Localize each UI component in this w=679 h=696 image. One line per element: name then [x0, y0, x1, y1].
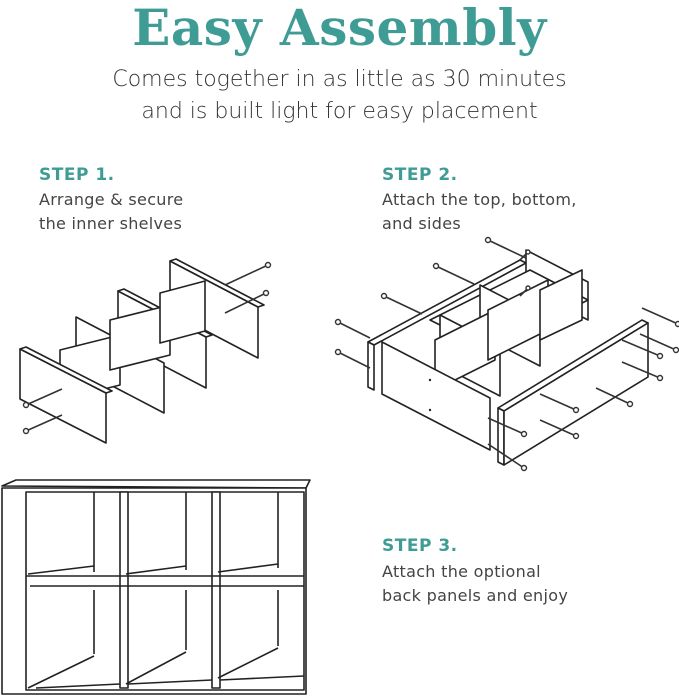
step-3-finished-cabinet-illustration — [0, 478, 312, 696]
step-3-description — [382, 560, 568, 608]
subtitle-line-1: Comes together in as little as 30 minutes — [112, 67, 567, 92]
step-1-heading: STEP 1. — [39, 165, 115, 185]
step-1-inner-shelves-illustration — [0, 255, 300, 445]
step-2-desc-line-1: Attach the top, bottom, — [382, 190, 577, 209]
step-3-desc-line-1: Attach the optional — [382, 562, 541, 581]
step-2-heading: STEP 2. — [382, 165, 458, 185]
step-2-description — [382, 188, 577, 236]
step-1-description — [39, 188, 183, 236]
step-1-desc-line-2: the inner shelves — [39, 214, 183, 233]
subtitle-line-2: and is built light for easy placement — [141, 99, 538, 124]
step-2-desc-line-2: and sides — [382, 214, 462, 233]
step-3-heading: STEP 3. — [382, 536, 458, 556]
step-2-frame-illustration — [330, 230, 679, 475]
page-title: Easy Assembly — [132, 0, 547, 57]
step-1-desc-line-1: Arrange & secure — [39, 190, 184, 209]
step-3-desc-line-2: back panels and enjoy — [382, 586, 569, 605]
page-subtitle — [0, 64, 679, 128]
